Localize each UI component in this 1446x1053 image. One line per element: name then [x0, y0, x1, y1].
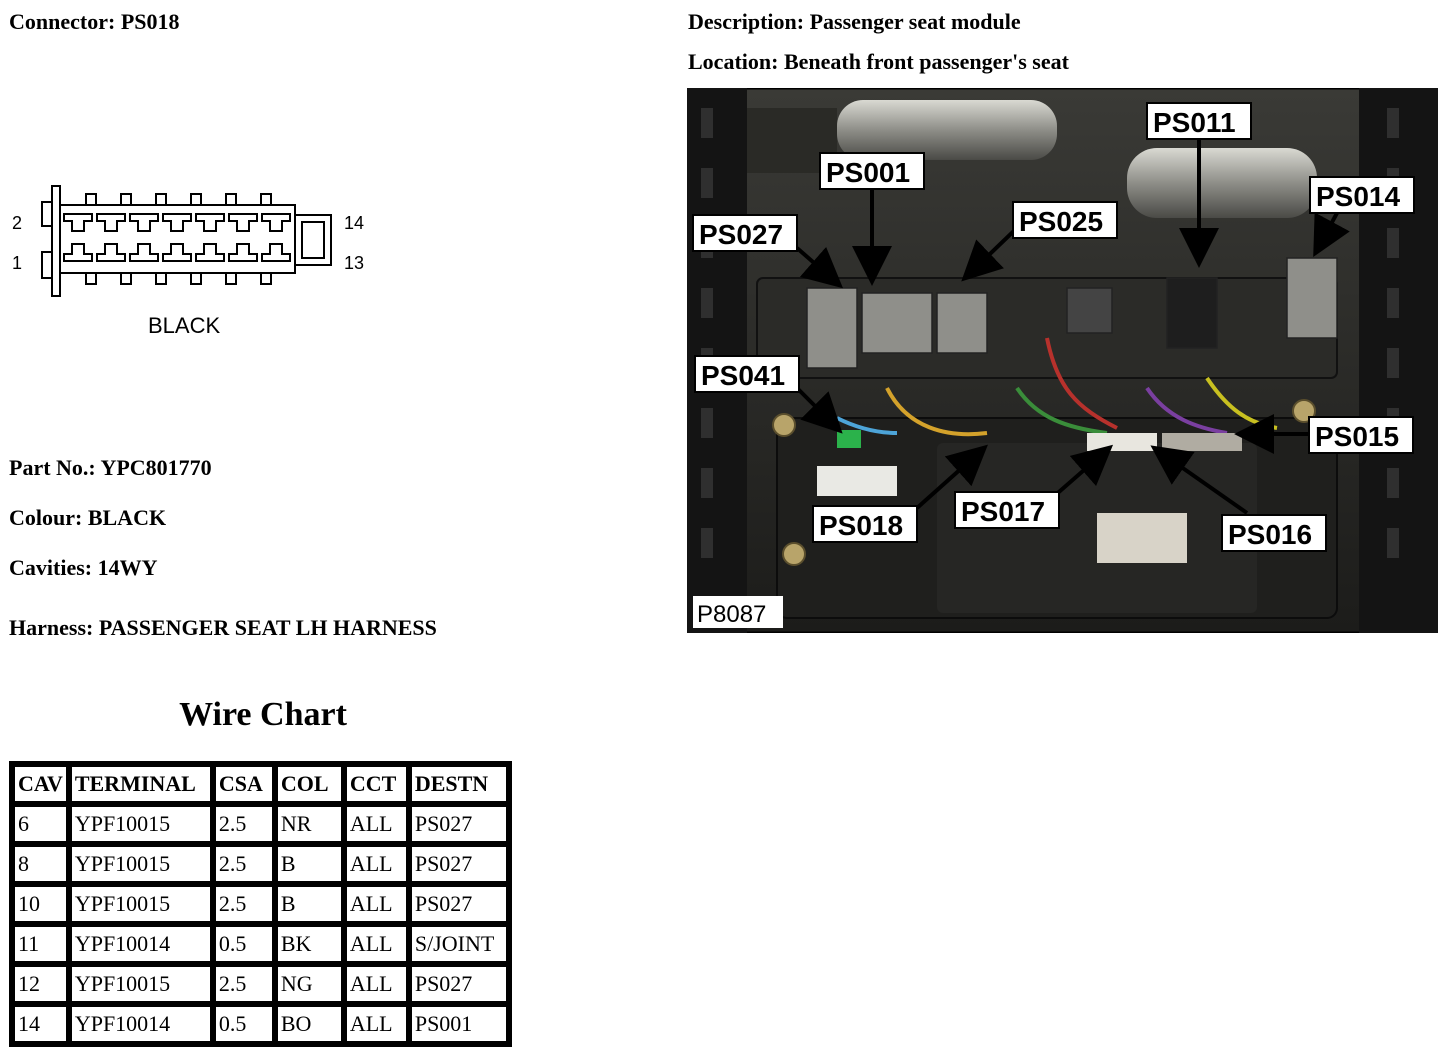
- cell-col: B: [275, 844, 344, 884]
- wire-chart-table: [9, 761, 512, 1047]
- colour-field: [9, 505, 166, 531]
- cell-terminal: YPF10014: [69, 1004, 213, 1044]
- cavities-value: 14WY: [97, 555, 158, 580]
- callout-ps014-label: PS014: [1316, 181, 1401, 212]
- table-row: [12, 804, 509, 844]
- harness-label: Harness:: [9, 615, 94, 640]
- callout-ps041-label: PS041: [701, 360, 786, 391]
- cell-destn: PS027: [409, 964, 509, 1004]
- callout-ps017-label: PS017: [961, 496, 1046, 527]
- connector-value: PS018: [120, 9, 180, 34]
- wire-chart-title: Wire Chart: [179, 696, 347, 733]
- col-csa-header: CSA: [213, 764, 275, 804]
- figure-id-label: P8087: [697, 601, 767, 628]
- cell-cct: ALL: [344, 844, 409, 884]
- cell-destn: S/JOINT: [409, 924, 509, 964]
- pin-label-1: 1: [12, 253, 23, 273]
- cell-cct: ALL: [344, 964, 409, 1004]
- cell-csa: 0.5: [213, 1004, 275, 1044]
- description-label: Description:: [688, 9, 805, 34]
- colour-value: BLACK: [87, 505, 167, 530]
- callout-ps015: [1309, 417, 1413, 453]
- colour-label: Colour:: [9, 505, 83, 530]
- connector-top-nub: [191, 194, 201, 205]
- cell-destn: PS001: [409, 1004, 509, 1044]
- cell-cav: 11: [12, 924, 69, 964]
- callout-ps011: [1147, 103, 1251, 139]
- col-cav-header: CAV: [12, 764, 69, 804]
- connector-bottom-nub: [226, 273, 236, 284]
- cell-csa: 0.5: [213, 924, 275, 964]
- table-header-row: [12, 764, 509, 804]
- cell-csa: 2.5: [213, 804, 275, 844]
- callout-ps027: [693, 215, 797, 251]
- cell-destn: PS027: [409, 804, 509, 844]
- part-no-value: YPC801770: [100, 455, 212, 480]
- cell-cct: ALL: [344, 804, 409, 844]
- seat-module-photo: [687, 88, 1438, 633]
- callout-ps014: [1310, 177, 1414, 213]
- connector-top-nub: [86, 194, 96, 205]
- cell-cav: 14: [12, 1004, 69, 1044]
- callout-ps025: [1013, 202, 1117, 238]
- connector-bottom-nub: [156, 273, 166, 284]
- part-no-label: Part No.:: [9, 455, 96, 480]
- col-cct-header: CCT: [344, 764, 409, 804]
- cavities-field: [9, 555, 157, 581]
- pin-label-13: 13: [344, 253, 365, 273]
- callout-ps001-label: PS001: [826, 157, 911, 188]
- description-value: Passenger seat module: [809, 9, 1021, 34]
- cell-terminal: YPF10015: [69, 844, 213, 884]
- callout-ps041: [695, 356, 799, 392]
- table-row: [12, 964, 509, 1004]
- col-col-header: COL: [275, 764, 344, 804]
- cell-cav: 12: [12, 964, 69, 1004]
- callout-ps016-label: PS016: [1228, 519, 1313, 550]
- callout-ps016: [1222, 515, 1326, 551]
- harness-field: [9, 615, 437, 641]
- part-no-field: [9, 455, 212, 481]
- cell-csa: 2.5: [213, 964, 275, 1004]
- pin-label-2: 2: [12, 213, 23, 233]
- cell-cav: 6: [12, 804, 69, 844]
- location-field: [688, 49, 1069, 75]
- cell-col: NG: [275, 964, 344, 1004]
- callout-ps018: [813, 506, 917, 542]
- cell-csa: 2.5: [213, 844, 275, 884]
- callout-ps025-label: PS025: [1019, 206, 1104, 237]
- cell-col: BO: [275, 1004, 344, 1044]
- cell-cct: ALL: [344, 1004, 409, 1044]
- table-row: [12, 924, 509, 964]
- callout-ps018-label: PS018: [819, 510, 904, 541]
- connector-field: [9, 9, 180, 35]
- connector-label: Connector:: [9, 9, 116, 34]
- cell-cct: ALL: [344, 884, 409, 924]
- connector-bottom-nub: [86, 273, 96, 284]
- callout-ps015-label: PS015: [1315, 421, 1400, 452]
- cell-terminal: YPF10015: [69, 884, 213, 924]
- cell-cav: 10: [12, 884, 69, 924]
- table-row: [12, 1004, 509, 1044]
- cell-col: NR: [275, 804, 344, 844]
- col-destn-header: DESTN: [409, 764, 509, 804]
- callout-ps017: [955, 492, 1059, 528]
- connector-top-nub: [156, 194, 166, 205]
- connector-top-nub: [226, 194, 236, 205]
- cell-terminal: YPF10015: [69, 964, 213, 1004]
- callout-ps011-label: PS011: [1153, 107, 1236, 138]
- connector-bottom-nub: [191, 273, 201, 284]
- connector-bottom-nub: [261, 273, 271, 284]
- cell-terminal: YPF10015: [69, 804, 213, 844]
- table-row: [12, 844, 509, 884]
- diagram-colour-label: BLACK: [148, 313, 221, 338]
- connector-bottom-nub: [121, 273, 131, 284]
- connector-top-nub: [261, 194, 271, 205]
- cell-col: BK: [275, 924, 344, 964]
- cell-col: B: [275, 884, 344, 924]
- cell-destn: PS027: [409, 844, 509, 884]
- callout-ps027-label: PS027: [699, 219, 784, 250]
- pin-label-14: 14: [344, 213, 365, 233]
- description-field: [688, 9, 1021, 35]
- connector-diagram: [8, 180, 388, 350]
- cell-terminal: YPF10014: [69, 924, 213, 964]
- col-terminal-header: TERMINAL: [69, 764, 213, 804]
- location-value: Beneath front passenger's seat: [783, 49, 1069, 74]
- callout-ps001: [820, 153, 924, 189]
- cell-csa: 2.5: [213, 884, 275, 924]
- cell-destn: PS027: [409, 884, 509, 924]
- cell-cav: 8: [12, 844, 69, 884]
- table-row: [12, 884, 509, 924]
- connector-top-nub: [121, 194, 131, 205]
- figure-id: [693, 596, 783, 628]
- harness-value: PASSENGER SEAT LH HARNESS: [98, 615, 437, 640]
- cell-cct: ALL: [344, 924, 409, 964]
- location-label: Location:: [688, 49, 779, 74]
- cavities-label: Cavities:: [9, 555, 93, 580]
